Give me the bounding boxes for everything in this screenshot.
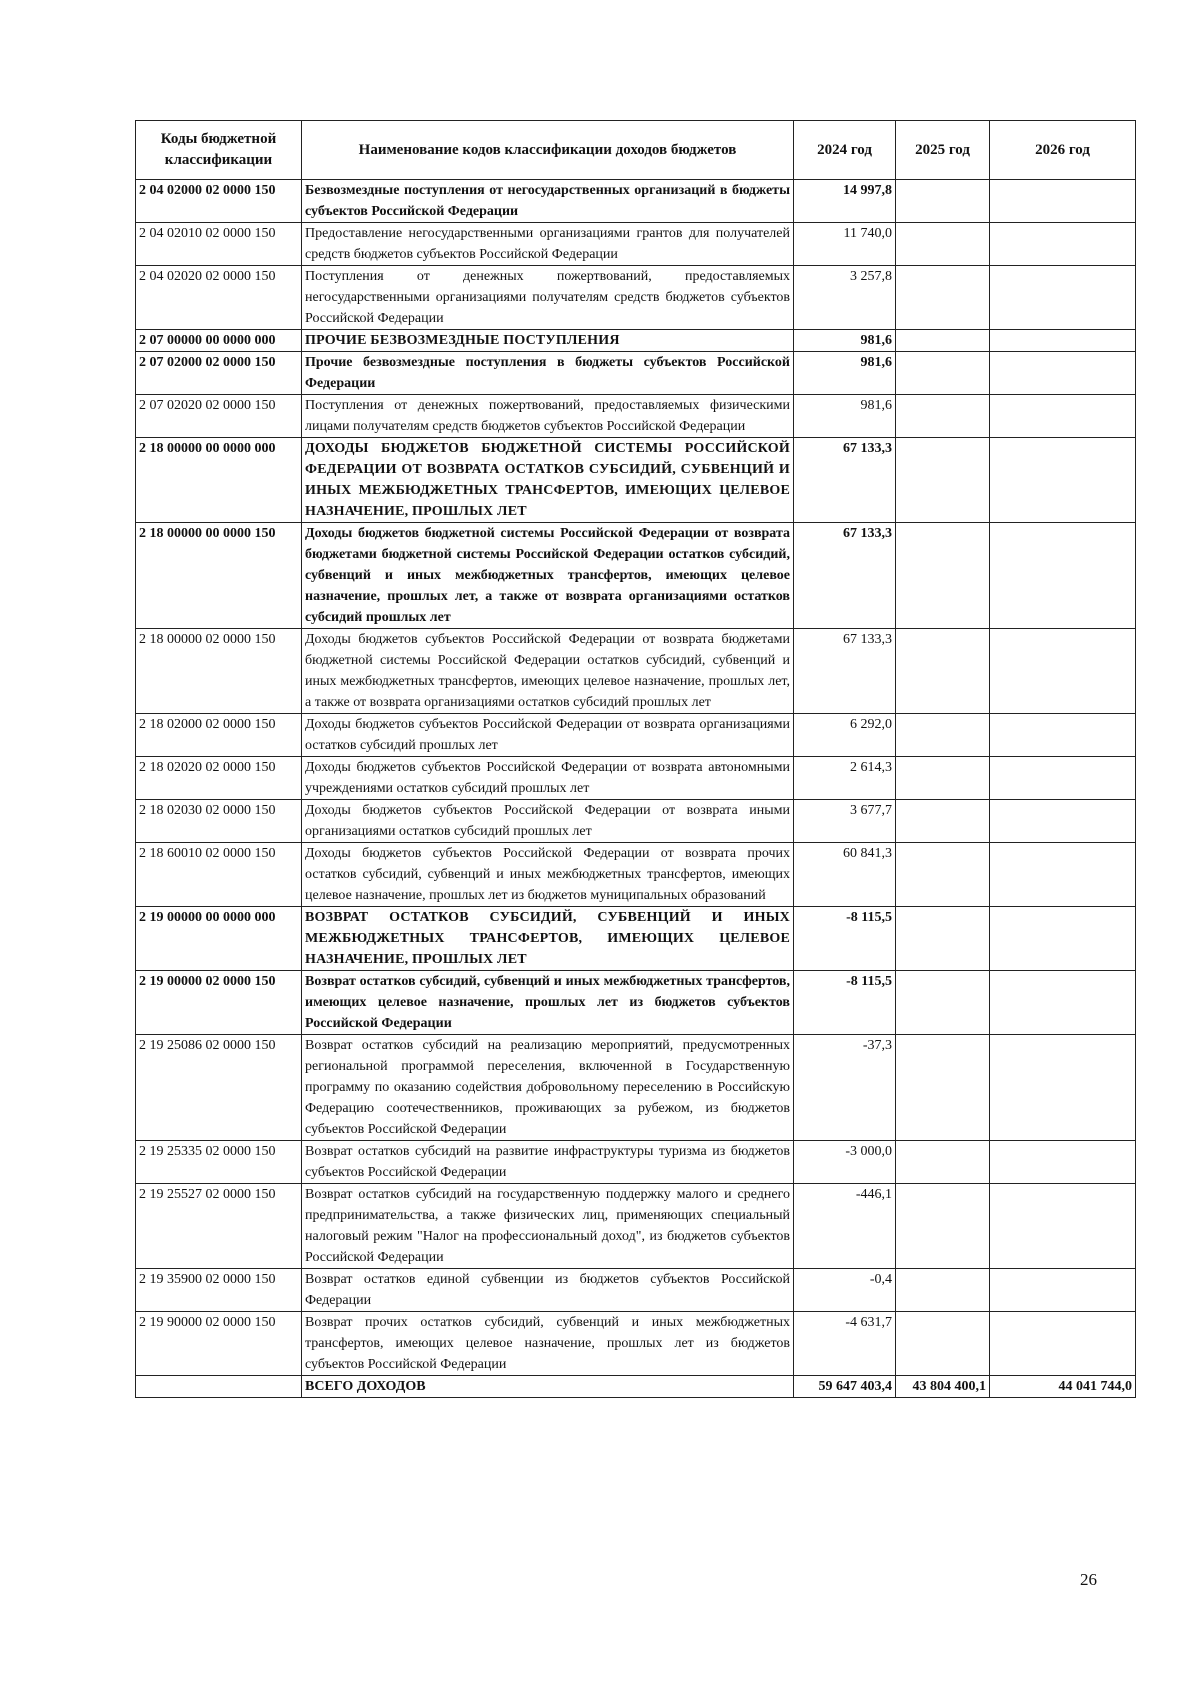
table-row — [136, 266, 1136, 330]
amount-2026-cell — [990, 757, 1136, 800]
header-2026: 2026 год — [990, 121, 1136, 180]
name-cell: Возврат остатков субсидий на развитие инфраструктуры туризма из бюджетов субъектов Российской Федерации — [302, 1141, 794, 1184]
name-cell: Возврат остатков субсидий на государственную поддержку малого и среднего предпринимательства, а также физических лиц, применяющих специальный налоговый режим "Налог на профессиональный доход", из бюджетов субъектов Российской Федерации — [302, 1184, 794, 1269]
amount-2025-cell — [896, 1184, 990, 1269]
amount-2025-cell — [896, 523, 990, 629]
name-cell: Доходы бюджетов субъектов Российской Федерации от возврата бюджетами бюджетной системы Российской Федерации остатков субсидий, субвенций и иных межбюджетных трансфертов, имеющих целевое назначение, прошлых лет, а также от возврата организациями остатков субсидий прошлых лет — [302, 629, 794, 714]
amount-2026-cell — [990, 523, 1136, 629]
amount-2026-cell — [990, 714, 1136, 757]
code-cell: 2 04 02020 02 0000 150 — [136, 266, 302, 330]
amount-2026-cell — [990, 330, 1136, 352]
table-row — [136, 1312, 1136, 1376]
amount-2025-cell — [896, 843, 990, 907]
name-cell: ДОХОДЫ БЮДЖЕТОВ БЮДЖЕТНОЙ СИСТЕМЫ РОССИЙСКОЙ ФЕДЕРАЦИИ ОТ ВОЗВРАТА ОСТАТКОВ СУБСИДИЙ, СУБВЕНЦИЙ И ИНЫХ МЕЖБЮДЖЕТНЫХ ТРАНСФЕРТОВ, ИМЕЮЩИХ ЦЕЛЕВОЕ НАЗНАЧЕНИЕ, ПРОШЛЫХ ЛЕТ — [302, 438, 794, 523]
table-row — [136, 180, 1136, 223]
table-row — [136, 1035, 1136, 1141]
name-cell: Доходы бюджетов субъектов Российской Федерации от возврата организациями остатков субсидий прошлых лет — [302, 714, 794, 757]
table-row — [136, 1269, 1136, 1312]
table-row — [136, 843, 1136, 907]
table-row — [136, 757, 1136, 800]
table-row — [136, 395, 1136, 438]
amount-2024-cell: 6 292,0 — [794, 714, 896, 757]
name-cell: ВСЕГО ДОХОДОВ — [302, 1376, 794, 1398]
amount-2025-cell — [896, 266, 990, 330]
amount-2025-cell — [896, 1269, 990, 1312]
table-row — [136, 907, 1136, 971]
name-cell: Доходы бюджетов бюджетной системы Российской Федерации от возврата бюджетами бюджетной системы Российской Федерации остатков субсидий, субвенций и иных межбюджетных трансфертов, имеющих целевое назначение, прошлых лет, а также от возврата организациями остатков субсидий прошлых лет — [302, 523, 794, 629]
amount-2024-cell: 981,6 — [794, 352, 896, 395]
header-name: Наименование кодов классификации доходов бюджетов — [302, 121, 794, 180]
table-row — [136, 352, 1136, 395]
name-cell: Поступления от денежных пожертвований, предоставляемых негосударственными организациями получателям средств бюджетов субъектов Российской Федерации — [302, 266, 794, 330]
name-cell: Доходы бюджетов субъектов Российской Федерации от возврата иными организациями остатков субсидий прошлых лет — [302, 800, 794, 843]
name-cell: Возврат прочих остатков субсидий, субвенций и иных межбюджетных трансфертов, имеющих целевое назначение, прошлых лет из бюджетов субъектов Российской Федерации — [302, 1312, 794, 1376]
name-cell: Возврат остатков субсидий, субвенций и иных межбюджетных трансфертов, имеющих целевое назначение, прошлых лет из бюджетов субъектов Российской Федерации — [302, 971, 794, 1035]
amount-2024-cell: 67 133,3 — [794, 438, 896, 523]
name-cell: Возврат остатков единой субвенции из бюджетов субъектов Российской Федерации — [302, 1269, 794, 1312]
name-cell: ВОЗВРАТ ОСТАТКОВ СУБСИДИЙ, СУБВЕНЦИЙ И ИНЫХ МЕЖБЮДЖЕТНЫХ ТРАНСФЕРТОВ, ИМЕЮЩИХ ЦЕЛЕВОЕ НАЗНАЧЕНИЕ, ПРОШЛЫХ ЛЕТ — [302, 907, 794, 971]
code-cell: 2 18 02000 02 0000 150 — [136, 714, 302, 757]
amount-2024-cell: -8 115,5 — [794, 971, 896, 1035]
amount-2026-cell — [990, 266, 1136, 330]
amount-2024-cell: 2 614,3 — [794, 757, 896, 800]
amount-2025-cell — [896, 1141, 990, 1184]
amount-2026-cell — [990, 1141, 1136, 1184]
amount-2026-cell — [990, 629, 1136, 714]
amount-2025-cell — [896, 1035, 990, 1141]
code-cell: 2 18 60010 02 0000 150 — [136, 843, 302, 907]
code-cell: 2 18 00000 00 0000 000 — [136, 438, 302, 523]
amount-2026-cell — [990, 352, 1136, 395]
amount-2024-cell: -37,3 — [794, 1035, 896, 1141]
table-row — [136, 1141, 1136, 1184]
name-cell: Предоставление негосударственными организациями грантов для получателей средств бюджетов субъектов Российской Федерации — [302, 223, 794, 266]
code-cell: 2 04 02010 02 0000 150 — [136, 223, 302, 266]
code-cell: 2 19 00000 00 0000 000 — [136, 907, 302, 971]
amount-2025-cell — [896, 757, 990, 800]
amount-2026-cell — [990, 1312, 1136, 1376]
name-cell: Возврат остатков субсидий на реализацию мероприятий, предусмотренных региональной программой переселения, включенной в Государственную программу по оказанию содействия добровольному переселению в Российскую Федерацию соотечественников, проживающих за рубежом, из бюджетов субъектов Российской Федерации — [302, 1035, 794, 1141]
table-row — [136, 629, 1136, 714]
page-number: 26 — [1080, 1570, 1097, 1589]
name-cell: Поступления от денежных пожертвований, предоставляемых физическими лицами получателям средств бюджетов субъектов Российской Федерации — [302, 395, 794, 438]
amount-2024-cell: -8 115,5 — [794, 907, 896, 971]
header-2024: 2024 год — [794, 121, 896, 180]
code-cell: 2 19 25335 02 0000 150 — [136, 1141, 302, 1184]
code-cell: 2 19 35900 02 0000 150 — [136, 1269, 302, 1312]
amount-2024-cell: 981,6 — [794, 395, 896, 438]
amount-2024-cell: 11 740,0 — [794, 223, 896, 266]
name-cell: Безвозмездные поступления от негосударственных организаций в бюджеты субъектов Российской Федерации — [302, 180, 794, 223]
amount-2024-cell: -446,1 — [794, 1184, 896, 1269]
table-row — [136, 523, 1136, 629]
amount-2024-cell: 59 647 403,4 — [794, 1376, 896, 1398]
amount-2024-cell: -3 000,0 — [794, 1141, 896, 1184]
amount-2026-cell — [990, 1269, 1136, 1312]
amount-2025-cell — [896, 907, 990, 971]
header-2025: 2025 год — [896, 121, 990, 180]
amount-2026-cell — [990, 1184, 1136, 1269]
amount-2025-cell — [896, 223, 990, 266]
table-row — [136, 223, 1136, 266]
table-row — [136, 800, 1136, 843]
amount-2024-cell: 14 997,8 — [794, 180, 896, 223]
amount-2025-cell — [896, 800, 990, 843]
amount-2025-cell — [896, 395, 990, 438]
code-cell: 2 07 00000 00 0000 000 — [136, 330, 302, 352]
table-row — [136, 438, 1136, 523]
code-cell: 2 18 00000 02 0000 150 — [136, 629, 302, 714]
amount-2024-cell: -4 631,7 — [794, 1312, 896, 1376]
table-row — [136, 1376, 1136, 1398]
amount-2026-cell — [990, 800, 1136, 843]
amount-2025-cell: 43 804 400,1 — [896, 1376, 990, 1398]
table-row — [136, 330, 1136, 352]
amount-2025-cell — [896, 1312, 990, 1376]
revenue-table — [135, 120, 1136, 1398]
amount-2024-cell: 67 133,3 — [794, 523, 896, 629]
amount-2025-cell — [896, 352, 990, 395]
amount-2026-cell — [990, 395, 1136, 438]
name-cell: Прочие безвозмездные поступления в бюджеты субъектов Российской Федерации — [302, 352, 794, 395]
amount-2025-cell — [896, 714, 990, 757]
amount-2026-cell — [990, 1035, 1136, 1141]
amount-2024-cell: 60 841,3 — [794, 843, 896, 907]
amount-2026-cell — [990, 438, 1136, 523]
name-cell: ПРОЧИЕ БЕЗВОЗМЕЗДНЫЕ ПОСТУПЛЕНИЯ — [302, 330, 794, 352]
header-code: Коды бюджетной классификации — [136, 121, 302, 180]
name-cell: Доходы бюджетов субъектов Российской Федерации от возврата прочих остатков субсидий, субвенций и иных межбюджетных трансфертов, имеющих целевое назначение, прошлых лет из бюджетов муниципальных образований — [302, 843, 794, 907]
amount-2025-cell — [896, 438, 990, 523]
code-cell: 2 18 00000 00 0000 150 — [136, 523, 302, 629]
amount-2024-cell: 67 133,3 — [794, 629, 896, 714]
code-cell: 2 04 02000 02 0000 150 — [136, 180, 302, 223]
code-cell: 2 18 02020 02 0000 150 — [136, 757, 302, 800]
code-cell: 2 19 00000 02 0000 150 — [136, 971, 302, 1035]
amount-2026-cell — [990, 971, 1136, 1035]
amount-2026-cell — [990, 907, 1136, 971]
table-row — [136, 971, 1136, 1035]
amount-2026-cell — [990, 180, 1136, 223]
amount-2025-cell — [896, 330, 990, 352]
table-header-row — [136, 121, 1136, 180]
amount-2026-cell — [990, 223, 1136, 266]
name-cell: Доходы бюджетов субъектов Российской Федерации от возврата автономными учреждениями остатков субсидий прошлых лет — [302, 757, 794, 800]
code-cell: 2 19 25086 02 0000 150 — [136, 1035, 302, 1141]
table-body — [136, 180, 1136, 1398]
amount-2026-cell: 44 041 744,0 — [990, 1376, 1136, 1398]
amount-2024-cell: -0,4 — [794, 1269, 896, 1312]
code-cell: 2 18 02030 02 0000 150 — [136, 800, 302, 843]
amount-2025-cell — [896, 180, 990, 223]
amount-2026-cell — [990, 843, 1136, 907]
amount-2024-cell: 981,6 — [794, 330, 896, 352]
code-cell: 2 07 02000 02 0000 150 — [136, 352, 302, 395]
amount-2025-cell — [896, 629, 990, 714]
amount-2024-cell: 3 677,7 — [794, 800, 896, 843]
amount-2024-cell: 3 257,8 — [794, 266, 896, 330]
code-cell — [136, 1376, 302, 1398]
code-cell: 2 07 02020 02 0000 150 — [136, 395, 302, 438]
amount-2025-cell — [896, 971, 990, 1035]
code-cell: 2 19 25527 02 0000 150 — [136, 1184, 302, 1269]
table-row — [136, 1184, 1136, 1269]
table-row — [136, 714, 1136, 757]
code-cell: 2 19 90000 02 0000 150 — [136, 1312, 302, 1376]
